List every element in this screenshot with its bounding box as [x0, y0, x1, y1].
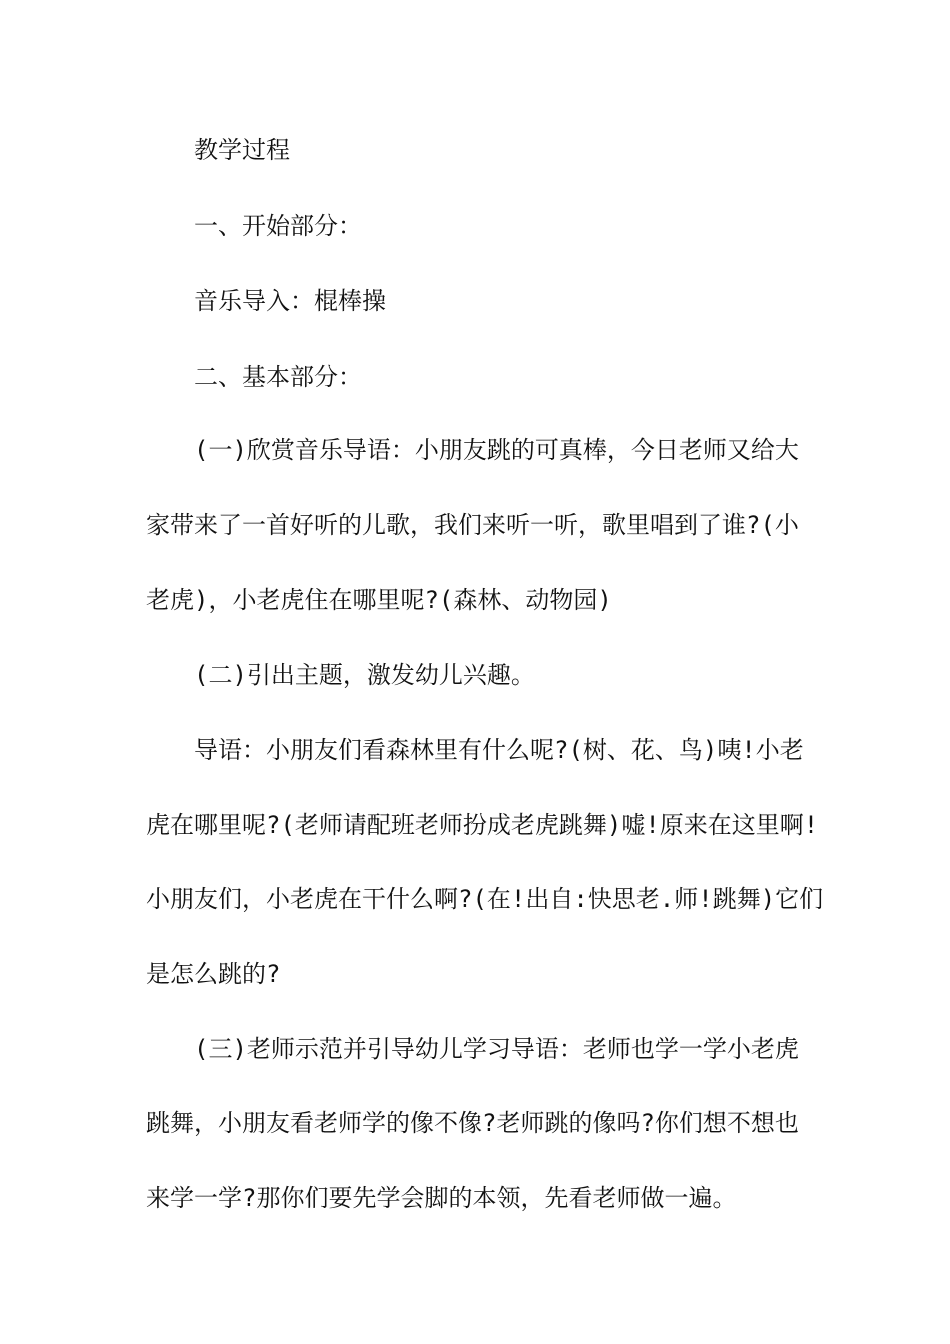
paragraph-line: (二)引出主题，激发幼儿兴趣。 [194, 661, 535, 689]
paragraph-line: 导语：小朋友们看森林里有什么呢?(树、花、鸟)咦!小老 [194, 736, 804, 764]
section-heading-opening: 一、开始部分： [194, 212, 362, 240]
paragraph-line: (一)欣赏音乐导语：小朋友跳的可真棒，今日老师又给大 [194, 436, 799, 464]
section-heading-basic: 二、基本部分： [194, 363, 362, 391]
section-heading-teaching-process: 教学过程 [194, 136, 290, 164]
paragraph-line: 跳舞，小朋友看老师学的像不像?老师跳的像吗?你们想不想也 [146, 1109, 799, 1137]
paragraph-line: 小朋友们，小老虎在干什么啊?(在!出自:快思老.师!跳舞)它们 [146, 885, 824, 913]
paragraph-line: 来学一学?那你们要先学会脚的本领，先看老师做一遍。 [146, 1184, 737, 1212]
paragraph-line: 家带来了一首好听的儿歌，我们来听一听，歌里唱到了谁?(小 [146, 511, 799, 539]
paragraph-line: 虎在哪里呢?(老师请配班老师扮成老虎跳舞)嘘!原来在这里啊! [146, 811, 819, 839]
paragraph-line: (三)老师示范并引导幼儿学习导语：老师也学一学小老虎 [194, 1035, 799, 1063]
paragraph-music-intro: 音乐导入：棍棒操 [194, 287, 386, 315]
paragraph-line: 老虎)，小老虎住在哪里呢?(森林、动物园) [146, 586, 612, 614]
paragraph-line: 是怎么跳的? [146, 960, 281, 988]
